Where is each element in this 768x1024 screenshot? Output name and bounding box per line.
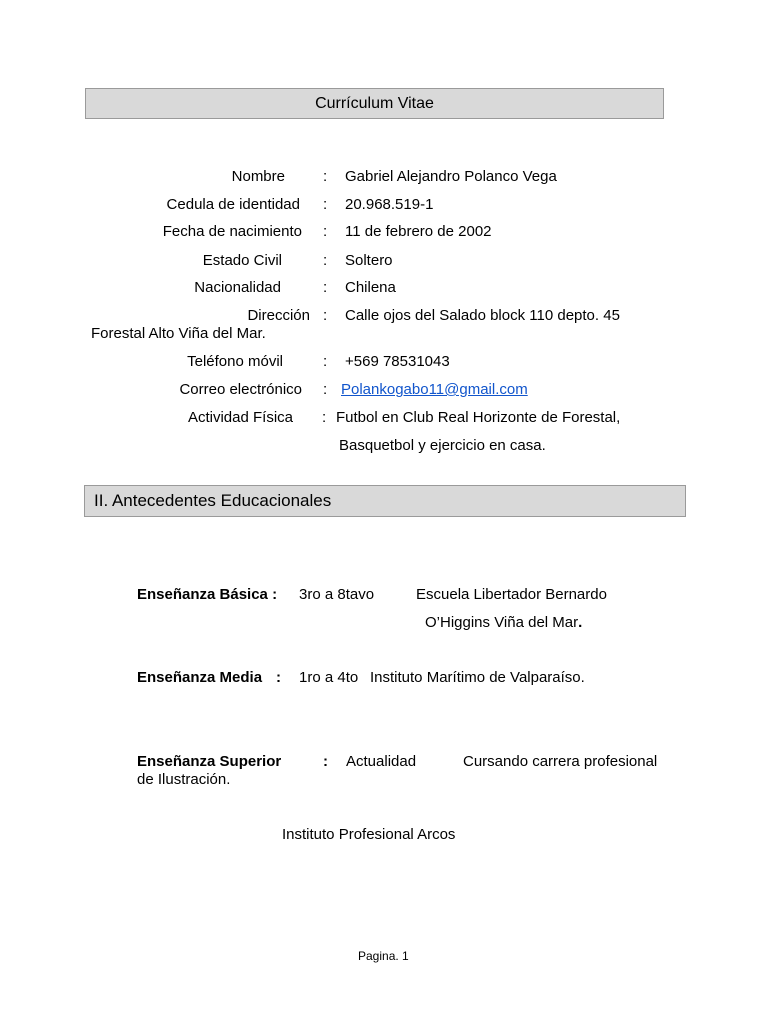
address-value-line1: Calle ojos del Salado block 110 depto. 45: [345, 307, 620, 324]
superior-separator: :: [323, 753, 328, 770]
id-label: Cedula de identidad: [166, 196, 300, 213]
activity-separator: :: [322, 409, 327, 426]
address-separator: :: [323, 307, 328, 324]
id-value: 20.968.519-1: [345, 196, 434, 213]
nationality-label: Nacionalidad: [194, 279, 281, 296]
superior-desc-line2: de Ilustración.: [137, 771, 231, 788]
superior-desc-line1: Cursando carrera profesional: [463, 753, 658, 770]
media-label: Enseñanza Media: [137, 669, 263, 686]
civil-separator: :: [323, 252, 328, 269]
civil-value: Soltero: [345, 252, 393, 269]
phone-separator: :: [323, 353, 328, 370]
nationality-value: Chilena: [345, 279, 396, 296]
basica-years: 3ro a 8tavo: [299, 586, 375, 603]
basica-school-line2: O’Higgins Viña del Mar.: [425, 614, 583, 631]
email-label: Correo electrónico: [179, 381, 302, 398]
address-label: Dirección: [247, 307, 310, 324]
cv-title: Currículum Vitae: [315, 95, 434, 112]
birth-label: Fecha de nacimiento: [162, 223, 302, 240]
name-separator: :: [323, 168, 328, 185]
activity-value-line1: Futbol en Club Real Horizonte de Forestal,: [336, 409, 621, 426]
basica-school-line1: Escuela Libertador Bernardo: [416, 586, 607, 603]
birth-separator: :: [323, 223, 328, 240]
superior-institution: Instituto Profesional Arcos: [282, 826, 456, 843]
birth-value: 11 de febrero de 2002: [345, 223, 492, 240]
civil-label: Estado Civil: [202, 252, 282, 269]
media-school: Instituto Marítimo de Valparaíso.: [370, 669, 585, 686]
page-number: Pagina. 1: [358, 949, 409, 963]
phone-label: Teléfono móvil: [187, 353, 283, 370]
education-section-title: II. Antecedentes Educacionales: [94, 491, 332, 510]
email-separator: :: [323, 381, 328, 398]
superior-status: Actualidad: [346, 753, 417, 770]
basica-label: Enseñanza Básica :: [137, 586, 278, 603]
address-value-line2: Forestal Alto Viña del Mar.: [91, 325, 266, 342]
phone-value: +569 78531043: [345, 353, 450, 370]
email-link[interactable]: Polankogabo11@gmail.com: [341, 381, 528, 398]
media-years: 1ro a 4to: [299, 669, 359, 686]
education-section-bar: [84, 485, 686, 517]
id-separator: :: [323, 196, 328, 213]
cv-title-bar: [85, 88, 664, 119]
name-label: Nombre: [231, 168, 285, 185]
media-separator: :: [276, 669, 281, 686]
name-value: Gabriel Alejandro Polanco Vega: [345, 168, 557, 185]
activity-value-line2: Basquetbol y ejercicio en casa.: [339, 437, 546, 454]
superior-label: Enseñanza Superior: [137, 753, 282, 770]
nationality-separator: :: [323, 279, 328, 296]
activity-label: Actividad Física: [187, 409, 293, 426]
